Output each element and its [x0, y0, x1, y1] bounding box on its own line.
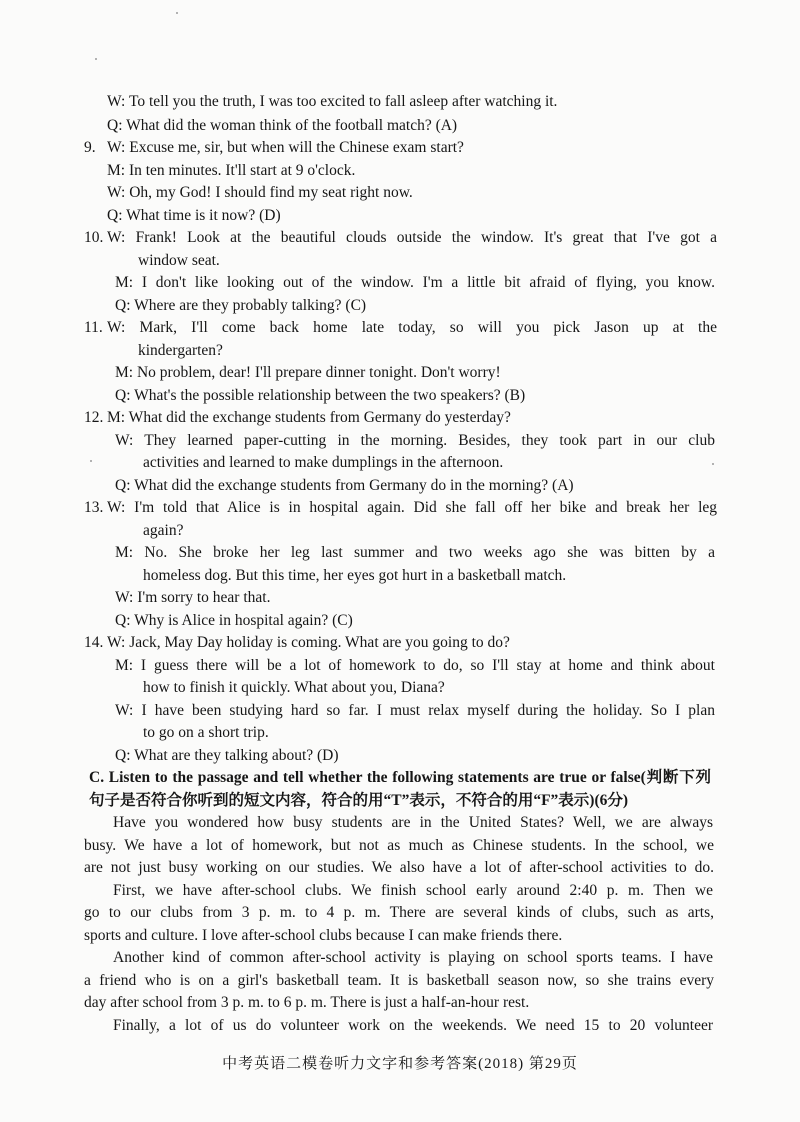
- text-line: Q: What time is it now? (D): [107, 207, 281, 224]
- text-line: M: I don't like looking out of the window. I'm a little bit afraid of flying, you know.: [115, 274, 715, 291]
- text-line: W: Frank! Look at the beautiful clouds outside the window. It's great that I've got a: [107, 229, 717, 246]
- text-line: activities and learned to make dumplings in the afternoon.: [143, 454, 504, 471]
- text-line: to go on a short trip.: [143, 724, 269, 741]
- question-number: 13.: [84, 499, 104, 516]
- text-line: sports and culture. I love after-school clubs because I can make friends there.: [84, 927, 563, 944]
- text-line: Q: What's the possible relationship between the two speakers? (B): [115, 387, 526, 404]
- text-line: W: I have been studying hard so far. I must relax myself during the holiday. So I plan: [115, 702, 715, 719]
- text-line: W: I'm told that Alice is in hospital again. Did she fall off her bike and break her leg: [107, 499, 717, 516]
- text-line: Q: Where are they probably talking? (C): [115, 297, 367, 314]
- text-line: W: I'm sorry to hear that.: [115, 589, 271, 606]
- text-line: W: Jack, May Day holiday is coming. What are you going to do?: [107, 634, 510, 651]
- scan-speck: [95, 58, 97, 60]
- text-line: window seat.: [138, 252, 220, 269]
- text-line: busy. We have a lot of homework, but not as much as Chinese students. In the school, we: [84, 837, 714, 854]
- question-number: 9.: [84, 139, 96, 156]
- text-line: M: In ten minutes. It'll start at 9 o'clock.: [107, 162, 356, 179]
- text-line: day after school from 3 p. m. to 6 p. m. There is just a half-an-hour rest.: [84, 994, 530, 1011]
- text-line: homeless dog. But this time, her eyes got hurt in a basketball match.: [143, 567, 567, 584]
- text-line: Q: What did the woman think of the football match? (A): [107, 117, 458, 134]
- question-number: 10.: [84, 229, 104, 246]
- text-line: again?: [143, 522, 184, 539]
- section-heading-line: 句子是否符合你听到的短文内容，符合的用“T”表示，不符合的用“F”表示)(6分): [89, 792, 629, 809]
- text-line: how to finish it quickly. What about you, Diana?: [143, 679, 445, 696]
- text-line: M: What did the exchange students from Germany do yesterday?: [107, 409, 511, 426]
- text-line: First, we have after-school clubs. We finish school early around 2:40 p. m. Then we: [113, 882, 713, 899]
- text-line: Finally, a lot of us do volunteer work on the weekends. We need 15 to 20 volunteer: [113, 1017, 713, 1034]
- question-number: 11.: [84, 319, 103, 336]
- scan-speck: [90, 460, 92, 462]
- text-line: W: Mark, I'll come back home late today, so will you pick Jason up at the: [107, 319, 717, 336]
- text-line: Q: Why is Alice in hospital again? (C): [115, 612, 353, 629]
- text-line: W: They learned paper-cutting in the morning. Besides, they took part in our club: [115, 432, 715, 449]
- text-line: M: I guess there will be a lot of homework to do, so I'll stay at home and think about: [115, 657, 715, 674]
- scan-speck: [176, 12, 178, 14]
- page-footer: 中考英语二模卷听力文字和参考答案(2018) 第29页: [222, 1056, 578, 1072]
- text-line: kindergarten?: [138, 342, 223, 359]
- text-line: Another kind of common after-school activity is playing on school sports teams. I have: [113, 949, 713, 966]
- text-line: Q: What did the exchange students from Germany do in the morning? (A): [115, 477, 574, 494]
- text-line: W: Oh, my God! I should find my seat right now.: [107, 184, 413, 201]
- question-number: 14.: [84, 634, 104, 651]
- scan-speck: [712, 463, 714, 465]
- text-line: W: Excuse me, sir, but when will the Chinese exam start?: [107, 139, 464, 156]
- text-line: a friend who is on a girl's basketball team. It is basketball season now, so she trains every: [84, 972, 714, 989]
- section-heading-line: C. Listen to the passage and tell whether the following statements are true or false(判断下列: [89, 769, 711, 786]
- text-line: Q: What are they talking about? (D): [115, 747, 339, 764]
- text-line: are not just busy working on our studies. We also have a lot of after-school activities to do.: [84, 859, 714, 876]
- text-line: Have you wondered how busy students are in the United States? Well, we are always: [113, 814, 713, 831]
- text-line: go to our clubs from 3 p. m. to 4 p. m. There are several kinds of clubs, such as arts,: [84, 904, 714, 921]
- text-line: M: No problem, dear! I'll prepare dinner tonight. Don't worry!: [115, 364, 501, 381]
- question-number: 12.: [84, 409, 104, 426]
- text-line: W: To tell you the truth, I was too excited to fall asleep after watching it.: [107, 93, 558, 110]
- text-line: M: No. She broke her leg last summer and two weeks ago she was bitten by a: [115, 544, 715, 561]
